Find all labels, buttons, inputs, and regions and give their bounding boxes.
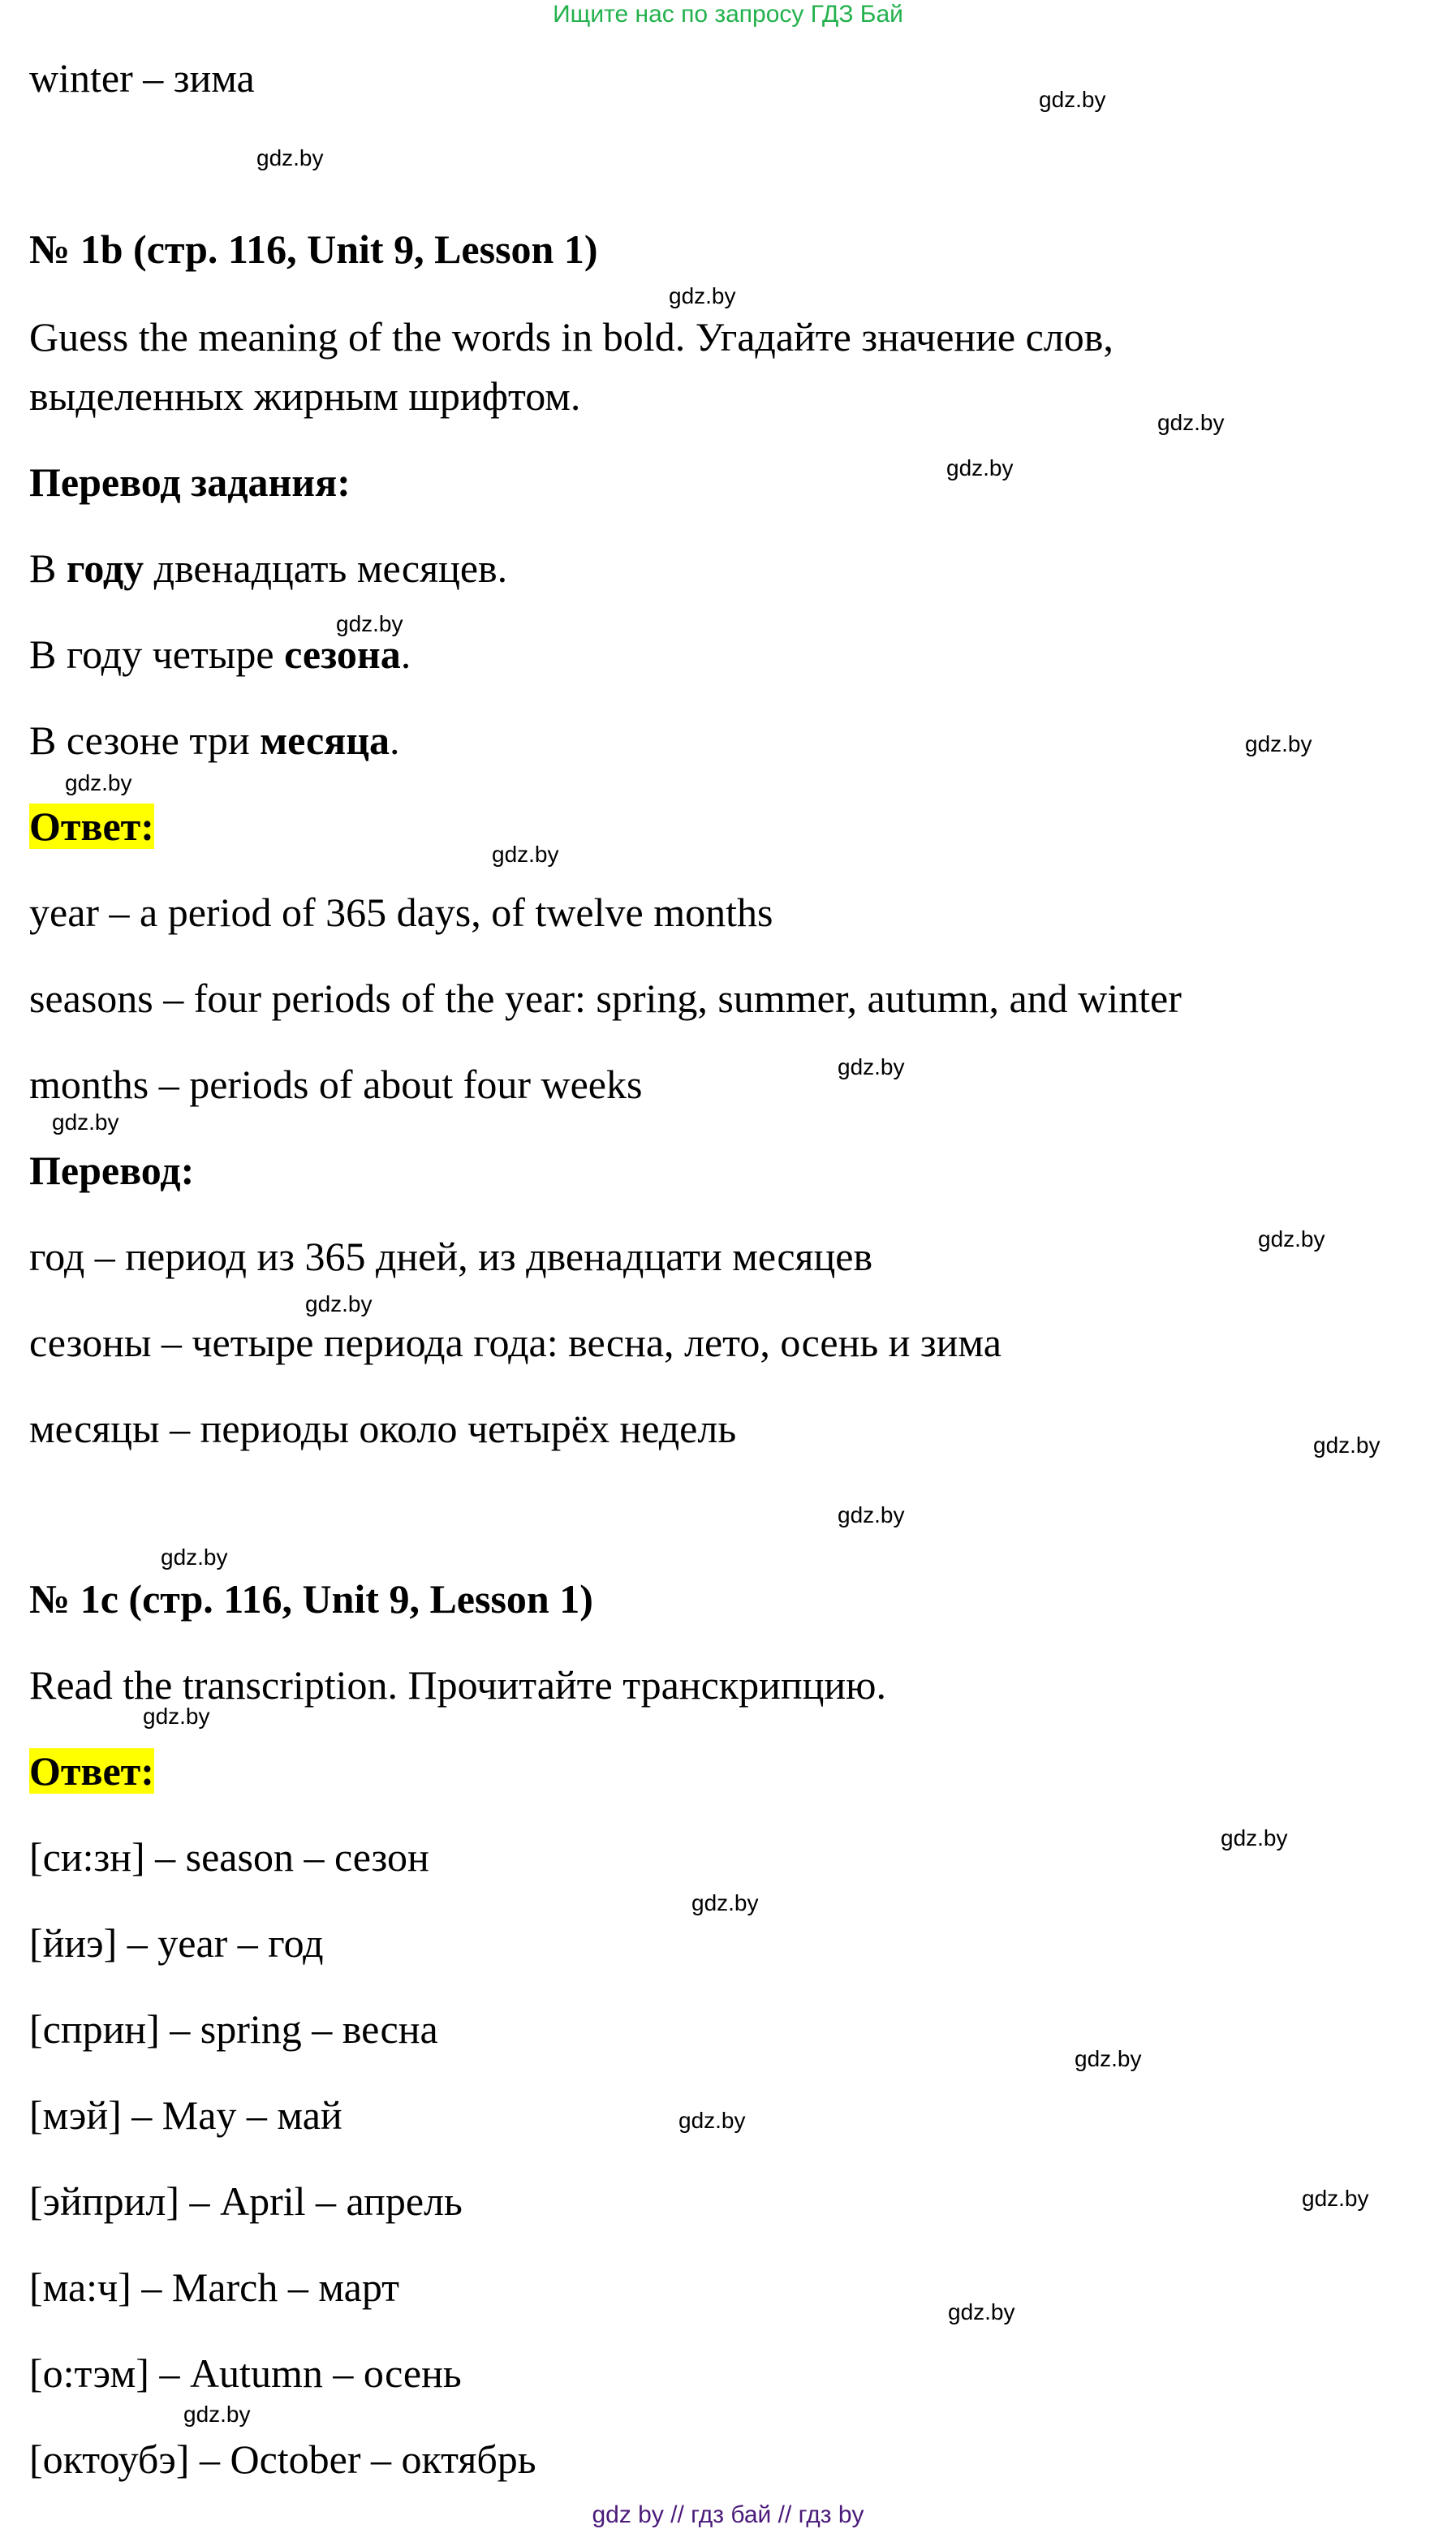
answer-highlight: Ответ: — [29, 1748, 154, 1794]
watermark: gdz.by — [669, 283, 736, 308]
transcription-item: [мэй] – May – май — [29, 2092, 342, 2138]
answer-line: seasons – four periods of the year: spring, summer, autumn, and winter — [29, 976, 1182, 1021]
transcription-item: [сприн] – spring – весна — [29, 2006, 438, 2052]
watermark: gdz.by — [1039, 87, 1106, 112]
answer-line: months – periods of about four weeks — [29, 1062, 643, 1107]
sentence-3-bold: месяца — [260, 717, 390, 763]
sentence-2-post: . — [400, 631, 411, 677]
answer-label-1c — [29, 1747, 154, 1795]
translation-line: год – период из 365 дней, из двенадцати месяцев — [29, 1234, 873, 1279]
section-1b-heading: № 1b (стр. 116, Unit 9, Lesson 1) — [29, 226, 598, 272]
sentence-1-post: двенадцать месяцев. — [144, 545, 508, 591]
watermark: gdz.by — [678, 2108, 746, 2133]
watermark: gdz.by — [1075, 2046, 1142, 2071]
translation-line: сезоны – четыре периода года: весна, лето, осень и зима — [29, 1320, 1002, 1365]
sentence-2-bold: сезона — [284, 631, 401, 677]
watermark: gdz.by — [1313, 1433, 1381, 1458]
sentence-3-pre: В сезоне три — [29, 717, 261, 763]
sentence-2-pre: В году четыре — [29, 631, 285, 677]
transcription-item: [ма:ч] – March – март — [29, 2264, 400, 2310]
sentence-1 — [29, 544, 507, 592]
section-1c-heading: № 1c (стр. 116, Unit 9, Lesson 1) — [29, 1576, 593, 1622]
transcription-item: [октоубэ] – October – октябрь — [29, 2436, 536, 2482]
watermark: gdz.by — [838, 1054, 905, 1079]
intro-line: winter – зима — [29, 55, 255, 101]
watermark: gdz.by — [1221, 1825, 1288, 1850]
transcription-item: [эйприл] – April – апрель — [29, 2178, 463, 2224]
watermark: gdz.by — [1157, 410, 1225, 435]
sentence-1-pre: В — [29, 545, 67, 591]
watermark: gdz.by — [143, 1704, 210, 1729]
section-1c-task: Read the transcription. Прочитайте транскрипцию. — [29, 1662, 886, 1708]
watermark: gdz.by — [65, 770, 132, 795]
watermark: gdz.by — [52, 1109, 119, 1135]
watermark: gdz.by — [1245, 731, 1312, 756]
watermark: gdz.by — [1258, 1226, 1325, 1252]
watermark: gdz.by — [336, 611, 403, 636]
footer[interactable]: gdz by // гдз бай // гдз by — [592, 2501, 864, 2528]
watermark: gdz.by — [305, 1291, 373, 1316]
sentence-1-bold: году — [66, 545, 144, 591]
translation-line: месяцы – периоды около четырёх недель — [29, 1406, 737, 1451]
watermark: gdz.by — [183, 2402, 251, 2427]
watermark: gdz.by — [948, 2299, 1015, 2324]
top-banner[interactable]: Ищите нас по запросу ГДЗ Бай — [553, 1, 903, 28]
section-1b-task-line1: Guess the meaning of the words in bold. Угадайте значение слов, — [29, 314, 1114, 360]
watermark: gdz.by — [161, 1545, 228, 1570]
section-1b-task-line2: выделенных жирным шрифтом. — [29, 373, 581, 419]
watermark: gdz.by — [691, 1890, 759, 1915]
watermark: gdz.by — [492, 842, 559, 867]
translation-label: Перевод: — [29, 1148, 195, 1193]
sentence-3 — [29, 716, 400, 765]
watermark: gdz.by — [838, 1502, 905, 1527]
watermark: gdz.by — [946, 455, 1014, 480]
transcription-item: [о:тэм] – Autumn – осень — [29, 2350, 462, 2396]
transcription-item: [йиэ] – year – год — [29, 1920, 324, 1966]
sentence-3-post: . — [390, 717, 400, 763]
answer-highlight: Ответ: — [29, 804, 154, 849]
watermark: gdz.by — [1302, 2186, 1369, 2211]
transcription-item: [си:зн] – season – сезон — [29, 1834, 429, 1880]
answer-line: year – a period of 365 days, of twelve months — [29, 890, 773, 935]
watermark: gdz.by — [256, 145, 324, 170]
task-translation-label: Перевод задания: — [29, 459, 351, 505]
answer-label-1b — [29, 802, 154, 851]
